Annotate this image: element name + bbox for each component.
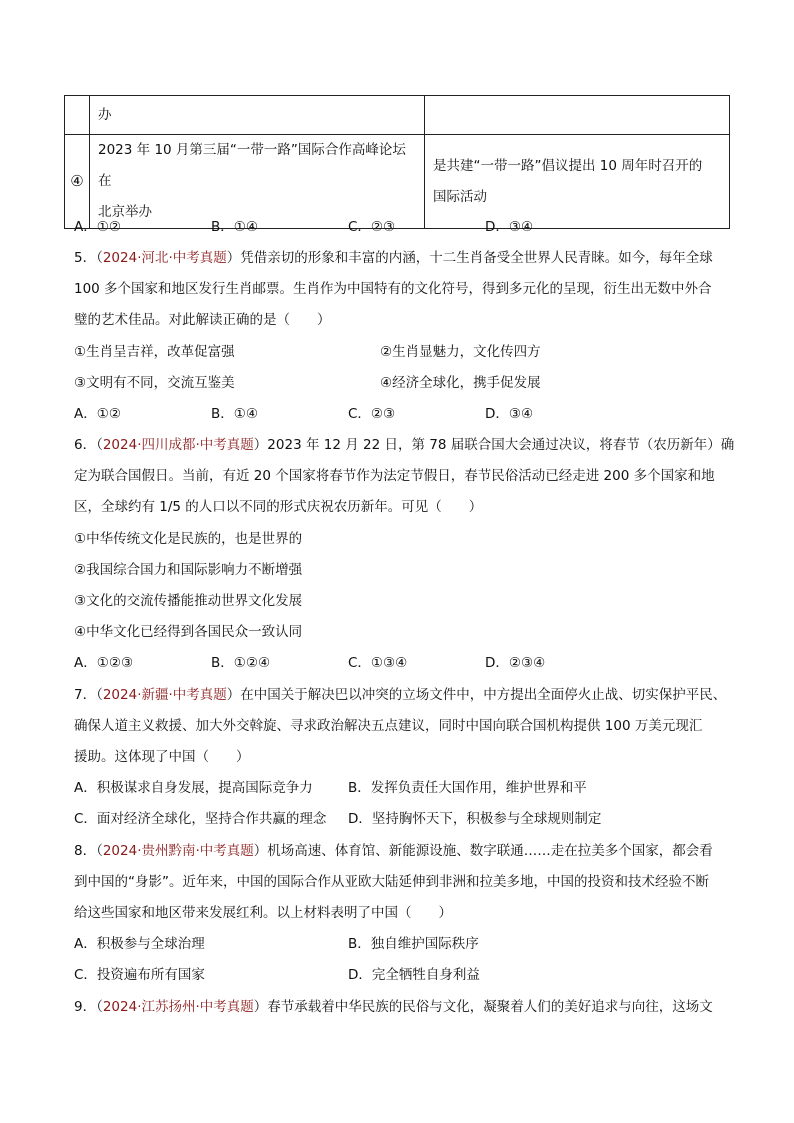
stem-text: ）春节承载着中华民族的民俗与文化，凝聚着人们的美好追求与向往，这场文	[253, 999, 713, 1015]
stem-text: ）2023 年 12 月 22 日，第 78 届联合国大会通过决议，将春节（农历新年）确	[253, 437, 735, 453]
note-line: 是共建“一带一路”倡议提出 10 周年时召开的	[433, 157, 703, 174]
option-d[interactable]: D．坚持胸怀天下，积极参与全球规则制定	[348, 811, 602, 827]
question-number: 6．（	[74, 437, 103, 453]
statement-1: ①生肖呈吉祥，改革促富强	[74, 344, 235, 360]
option-c[interactable]: C．面对经济全球化，坚持合作共赢的理念	[74, 811, 327, 827]
note-cell	[425, 96, 730, 135]
statement-4: ④中华文化已经得到各国民众一致认同	[74, 624, 303, 640]
option-a[interactable]: A．积极谋求自身发展，提高国际竞争力	[74, 780, 313, 796]
stem-text: ）在中国关于解决巴以冲突的立场文件中，中方提出全面停火止战、切实保护平民、	[226, 687, 727, 703]
question-number: 9．（	[74, 999, 103, 1015]
option-a[interactable]: A．①②	[74, 219, 121, 235]
option-b[interactable]: B．独自维护国际秩序	[348, 936, 479, 952]
question-number: 8．（	[74, 843, 103, 859]
option-a[interactable]: A．①②③	[74, 655, 134, 671]
question-8-stem	[74, 841, 713, 861]
option-c[interactable]: C．②③	[348, 406, 396, 422]
question-source: 2024·新疆·中考真题	[102, 687, 227, 703]
option-c[interactable]: C．投资遍布所有国家	[74, 967, 205, 983]
event-cell	[90, 135, 425, 229]
statement-4: ④经济全球化，携手促发展	[380, 375, 541, 391]
option-d[interactable]: D．③④	[485, 406, 534, 422]
stem-line: 到中国的“身影”。近年来，中国的国际合作从亚欧大陆延伸到非洲和拉美多地，中国的投资和技术经验不断	[74, 874, 709, 890]
event-cell: 办	[90, 96, 425, 135]
question-9-stem	[74, 997, 713, 1017]
stem-line: 给这些国家和地区带来发展红利。以上材料表明了中国（ ）	[74, 905, 452, 921]
option-b[interactable]: B．发挥负责任大国作用，维护世界和平	[348, 780, 587, 796]
question-number: 7．（	[74, 687, 103, 703]
note-cell	[425, 135, 730, 229]
option-d[interactable]: D．完全牺牲自身利益	[348, 967, 480, 983]
question-source: 2024·四川成都·中考真题	[102, 437, 254, 453]
question-number: 5．（	[74, 250, 103, 266]
question-5-stem	[74, 248, 713, 268]
option-b[interactable]: B．①②④	[211, 655, 271, 671]
stem-line: 确保人道主义救援、加大外交斡旋、寻求政治解决五点建议，同时中国向联合国机构提供 100 万美元现汇	[74, 718, 703, 734]
stem-line: 璧的艺术佳品。对此解读正确的是（ ）	[74, 312, 331, 328]
row-number-cell: ④	[65, 135, 90, 229]
option-a[interactable]: A．积极参与全球治理	[74, 936, 205, 952]
question-source: 2024·贵州黔南·中考真题	[102, 843, 254, 859]
option-b[interactable]: B．①④	[211, 219, 258, 235]
table-row	[65, 96, 730, 135]
event-line: 北京举办	[98, 204, 152, 220]
question-7-stem	[74, 685, 726, 705]
events-table	[64, 95, 730, 229]
event-line: 2023 年 10 月第三届“一带一路”国际合作高峰论坛在	[98, 142, 406, 189]
stem-line: 定为联合国假日。当前，有近 20 个国家将春节作为法定节假日，春节民俗活动已经走进 200 多个国家和地	[74, 468, 715, 484]
stem-line: 援助。这体现了中国（ ）	[74, 749, 250, 765]
statement-1: ①中华传统文化是民族的，也是世界的	[74, 531, 303, 547]
option-d[interactable]: D．②③④	[485, 655, 546, 671]
statement-3: ③文明有不同，交流互鉴美	[74, 375, 235, 391]
question-source: 2024·河北·中考真题	[102, 250, 227, 266]
stem-text: ）凭借亲切的形象和丰富的内涵，十二生肖备受全世界人民青睐。如今，每年全球	[226, 250, 713, 266]
note-line: 国际活动	[433, 188, 487, 205]
statement-2: ②我国综合国力和国际影响力不断增强	[74, 562, 303, 578]
stem-line: 区，全球约有 1/5 的人口以不同的形式庆祝农历新年。可见（ ）	[74, 499, 483, 515]
row-number-cell	[65, 96, 90, 135]
question-6-stem	[74, 435, 734, 455]
question-source: 2024·江苏扬州·中考真题	[102, 999, 254, 1015]
option-c[interactable]: C．①③④	[348, 655, 408, 671]
stem-text: ）机场高速、体育馆、新能源设施、数字联通……走在拉美多个国家，都会看	[253, 843, 713, 859]
table-row	[65, 135, 730, 229]
statement-3: ③文化的交流传播能推动世界文化发展	[74, 593, 303, 609]
stem-line: 100 多个国家和地区发行生肖邮票。生肖作为中国特有的文化符号，得到多元化的呈现，衍生出无数中外合	[74, 281, 712, 297]
option-a[interactable]: A．①②	[74, 406, 121, 422]
option-d[interactable]: D．③④	[485, 219, 534, 235]
option-c[interactable]: C．②③	[348, 219, 396, 235]
statement-2: ②生肖显魅力，文化传四方	[380, 344, 541, 360]
option-b[interactable]: B．①④	[211, 406, 258, 422]
